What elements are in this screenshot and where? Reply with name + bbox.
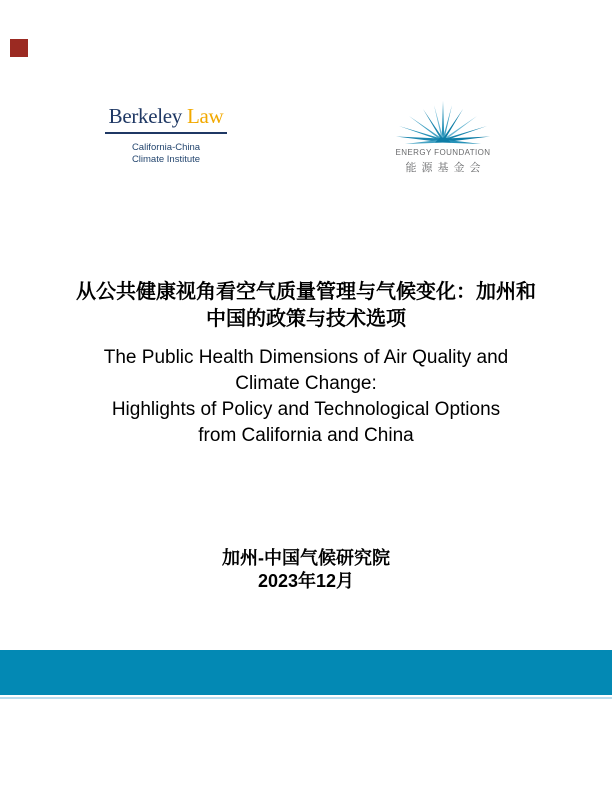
title-english-line3: Highlights of Policy and Technological Options xyxy=(111,399,501,420)
title-english-line4: from California and China xyxy=(198,425,414,446)
berkeley-logo-divider xyxy=(105,132,227,134)
energy-foundation-name-en: ENERGY FOUNDATION xyxy=(395,148,491,157)
publisher-block xyxy=(0,547,612,593)
institute-name-line1: California-China xyxy=(131,142,201,153)
energy-foundation-logo xyxy=(391,101,495,175)
berkeley-wordmark-text: Berkeley xyxy=(108,104,183,128)
title-english xyxy=(0,345,612,449)
title-chinese-line1: 从公共健康视角看空气质量管理与气候变化：加州和 xyxy=(76,281,536,303)
red-square-marker xyxy=(10,39,28,57)
institute-name-line2: Climate Institute xyxy=(131,153,201,165)
title-chinese xyxy=(0,279,612,333)
energy-foundation-starburst-icon xyxy=(396,101,490,145)
title-chinese-line2: 中国的政策与技术选项 xyxy=(206,308,406,330)
publisher-name: 加州-中国气候研究院 xyxy=(222,548,390,568)
title-english-line1: The Public Health Dimensions of Air Quality and xyxy=(103,347,509,368)
berkeley-law-wordmark xyxy=(105,103,227,129)
bottom-accent-band xyxy=(0,650,612,695)
title-english-line2: Climate Change: xyxy=(235,373,377,394)
bottom-accent-hairline xyxy=(0,697,612,699)
energy-foundation-name-zh: 能源基金会 xyxy=(405,162,486,174)
law-wordmark-text: Law xyxy=(186,104,224,128)
institute-name xyxy=(105,142,227,165)
publication-date: 2023年12月 xyxy=(257,571,355,591)
berkeley-law-logo xyxy=(105,103,227,165)
